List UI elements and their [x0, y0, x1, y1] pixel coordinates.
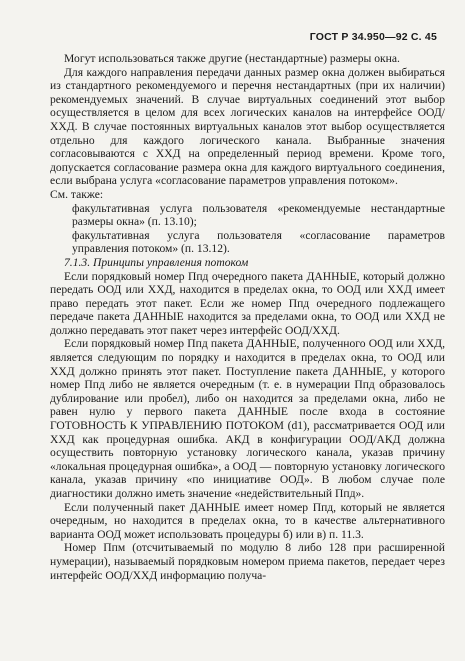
paragraph: Если порядковый номер Ппд очередного пакета ДАННЫЕ, который должно передать ООД или ХХД, находится в пределах окна, то ООД или ХХД имеет право передать этот пакет. Если же номер Ппд очередного подлежащего передаче пакета ДАННЫЕ находится за пределами окна, то ООД или ХХД не должно передавать этот пакет через интерфейс ООД/ХХД. [50, 269, 445, 337]
section-heading: 7.1.3. Принципы управления потоком [64, 255, 249, 269]
paragraph: Если полученный пакет ДАННЫЕ имеет номер Ппд, который не является очередным, но находится в пределах окна, то в качестве альтернативного варианта ООД может использовать процедуры б) или в) п. 11.3. [50, 500, 445, 541]
page-header: ГОСТ Р 34.950—92 С. 45 [309, 31, 437, 43]
body-text [50, 52, 445, 582]
paragraph: Номер Ппм (отсчитываемый по модулю 8 либо 128 при расширенной нумерации), называемый порядковым номером приема пакетов, передает через интерфейс ООД/ХХД информацию получа- [50, 541, 445, 582]
list-item: факультативная услуга пользователя «рекомендуемые нестандартные размеры окна» (п. 13.10); [72, 201, 445, 229]
paragraph: Если порядковый номер Ппд пакета ДАННЫЕ, полученного ООД или ХХД, является следующим по порядку и находится в пределах окна, то ООД или ХХД должно принять этот пакет. Поступление пакета ДАННЫЕ, у которого номер Ппд либо не является очередным (т. е. в нумерации Ппд образовалось дублирование или пробел), либо он находится за пределами окна, либо не равен нулю у первого пакета ДАННЫЕ после входа в состояние ГОТОВНОСТЬ К УПРАВЛЕНИЮ ПОТОКОМ (d1), рассматривается ООД или ХХД как процедурная ошибка. АКД в конфигурации ООД/АКД должна осуществить повторную установку логического канала, указав причину «локальная процедурная ошибка», а ООД — повторную установку логического канала, указав причину «по инициативе ООД». В любом случае поле диагностики должно иметь значение «недействительный Ппд». [50, 337, 445, 500]
paragraph: См. также: [50, 187, 104, 201]
paragraph: Для каждого направления передачи данных размер окна должен выбираться из стандартного рекомендуемого и перечня нестандартных (при их наличии) рекомендуемых значений. В случае виртуальных соединений этот выбор осуществляется в целом для всех логических каналов на интерфейсе ООД/ХХД. В случае постоянных виртуальных каналов этот выбор осуществляется отдельно для каждого логического канала. Выбранные значения согласовываются с ХХД на определенный период времени. Кроме того, допускается согласование размера окна для каждого виртуального соединения, если выбрана услуга «согласование параметров управления потоком». [50, 65, 445, 188]
list-item: факультативная услуга пользователя «согласование параметров управления потоком» (п. 13.12). [72, 228, 445, 256]
paragraph: Могут использоваться также другие (нестандартные) размеры окна. [64, 52, 400, 65]
